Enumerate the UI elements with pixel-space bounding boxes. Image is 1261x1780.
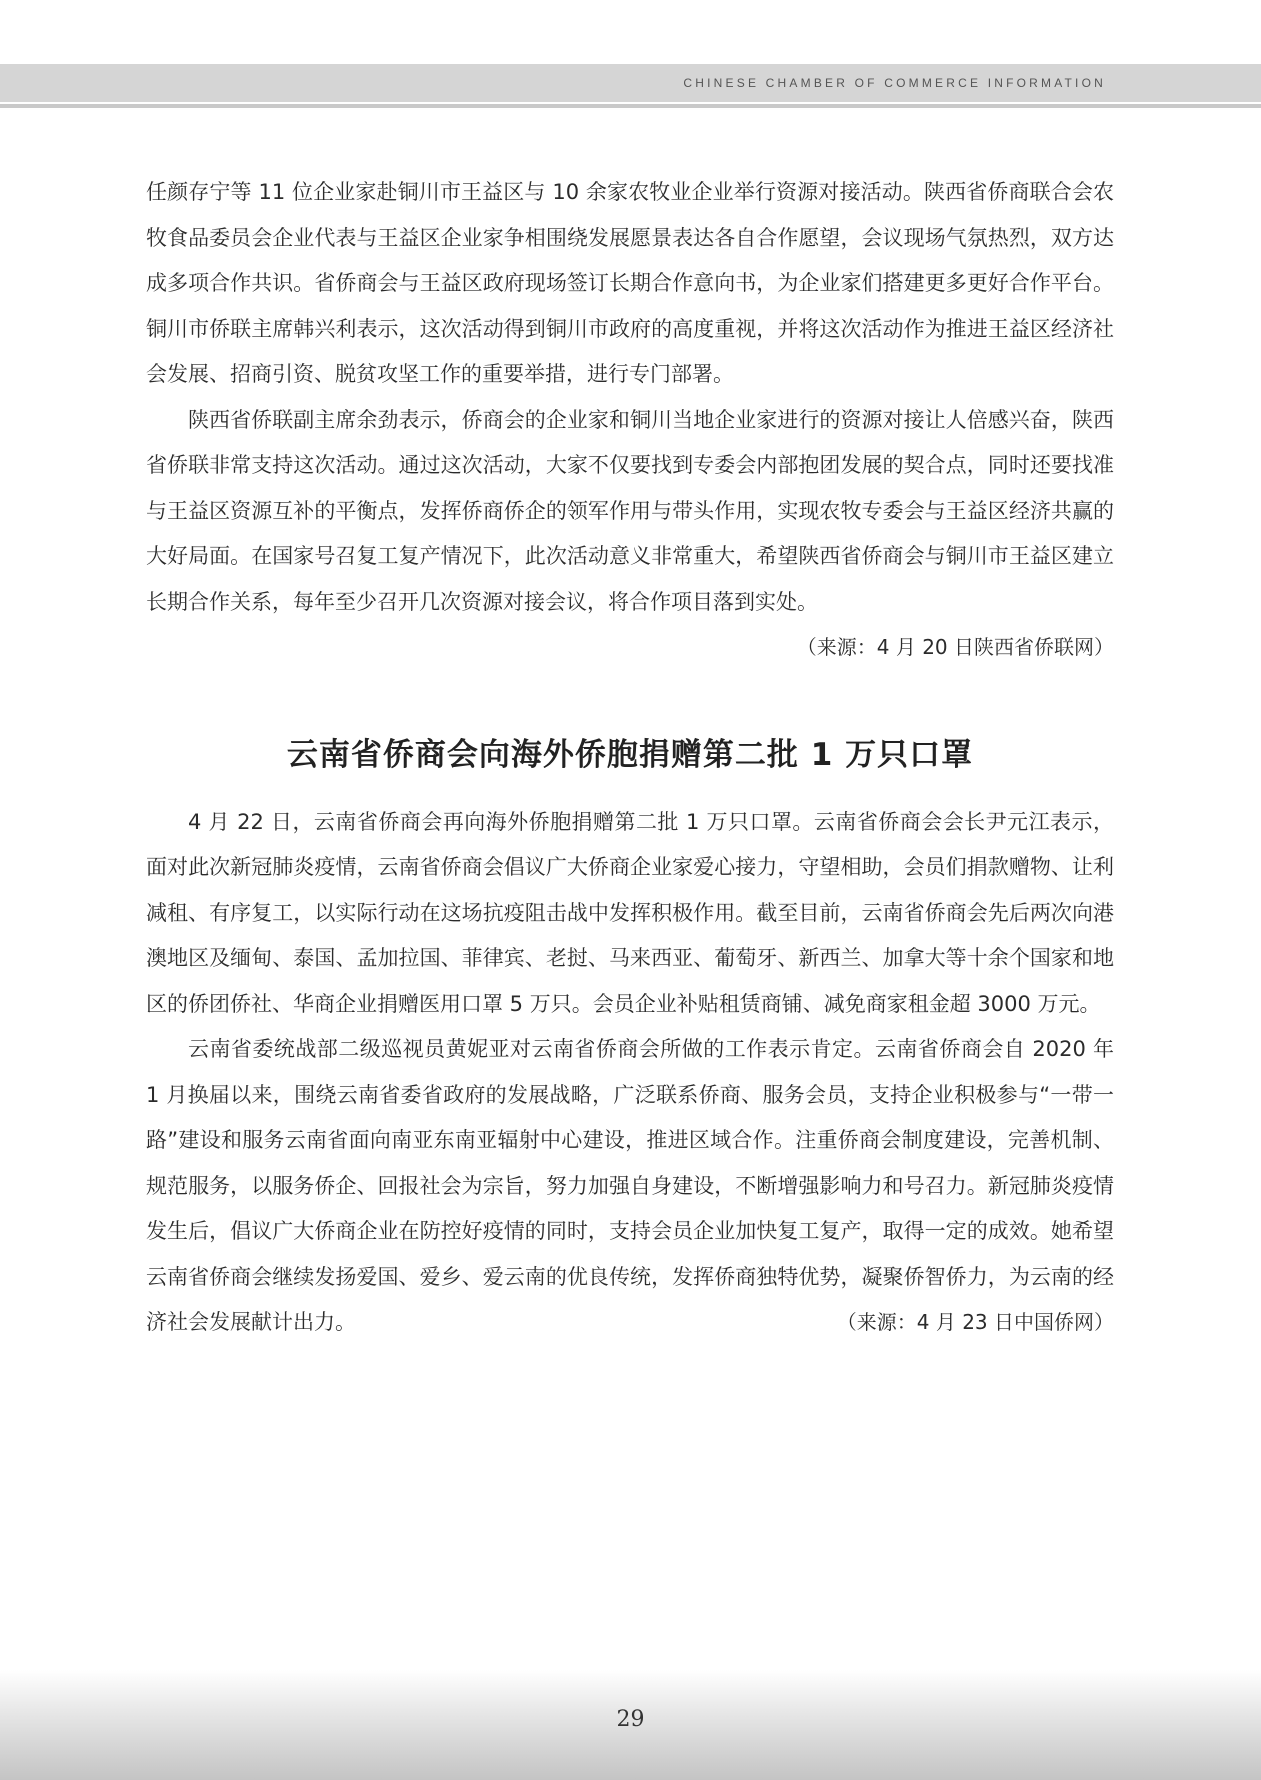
article1-paragraph-2 [146, 398, 1114, 671]
page-number: 29 [616, 1707, 645, 1732]
article2-paragraph-2 [146, 1027, 1114, 1346]
article2-paragraph-2-text: 云南省委统战部二级巡视员黄妮亚对云南省侨商会所做的工作表示肯定。云南省侨商会自 2020 年 1 月换届以来，围绕云南省委省政府的发展战略，广泛联系侨商、服务会员，支持企业积极参与“一带一路”建设和服务云南省面向南亚东南亚辐射中心建设，推进区域合作。注重侨商会制度建设，完善机制、规范服务，以服务侨企、回报社会为宗旨，努力加强自身建设，不断增强影响力和号召力。新冠肺炎疫情发生后，倡议广大侨商企业在防控好疫情的同时，支持会员企业加快复工复产，取得一定的成效。她希望云南省侨商会继续发扬爱国、爱乡、爱云南的优良传统，发挥侨商独特优势，凝聚侨智侨力，为云南的经济社会发展献计出力。 [146, 1037, 1114, 1334]
article2-title: 云南省侨商会向海外侨胞捐赠第二批 1 万只口罩 [286, 736, 974, 773]
header-rule [0, 104, 1261, 108]
page-content [146, 170, 1114, 1346]
article2-source: （来源：4 月 23 日中国侨网） [836, 1310, 1114, 1334]
article1-paragraph-1: 任颜存宁等 11 位企业家赴铜川市王益区与 10 余家农牧业企业举行资源对接活动。陕西省侨商联合会农牧食品委员会企业代表与王益区企业家争相围绕发展愿景表达各自合作愿望，会议现场气氛热烈，双方达成多项合作共识。省侨商会与王益区政府现场签订长期合作意向书，为企业家们搭建更多更好合作平台。铜川市侨联主席韩兴利表示，这次活动得到铜川市政府的高度重视，并将这次活动作为推进王益区经济社会发展、招商引资、脱贫攻坚工作的重要举措，进行专门部署。 [146, 180, 1114, 386]
article1-source: （来源：4 月 20 日陕西省侨联网） [796, 635, 1114, 659]
running-header-title: CHINESE CHAMBER OF COMMERCE INFORMATION [683, 76, 1106, 90]
article1-paragraph-2-text: 陕西省侨联副主席余劲表示，侨商会的企业家和铜川当地企业家进行的资源对接让人倍感兴奋，陕西省侨联非常支持这次活动。通过这次活动，大家不仅要找到专委会内部抱团发展的契合点，同时还要找准与王益区资源互补的平衡点，发挥侨商侨企的领军作用与带头作用，实现农牧专委会与王益区经济共赢的大好局面。在国家号召复工复产情况下，此次活动意义非常重大，希望陕西省侨商会与铜川市王益区建立长期合作关系，每年至少召开几次资源对接会议，将合作项目落到实处。 [146, 407, 1114, 614]
article2-paragraph-1: 4 月 22 日，云南省侨商会再向海外侨胞捐赠第二批 1 万只口罩。云南省侨商会会长尹元江表示，面对此次新冠肺炎疫情，云南省侨商会倡议广大侨商企业家爱心接力，守望相助，会员们捐款赠物、让利减租、有序复工，以实际行动在这场抗疫阻击战中发挥积极作用。截至目前，云南省侨商会先后两次向港澳地区及缅甸、泰国、孟加拉国、菲律宾、老挝、马来西亚、葡萄牙、新西兰、加拿大等十余个国家和地区的侨团侨社、华商企业捐赠医用口罩 5 万只。会员企业补贴租赁商铺、减免商家租金超 3000 万元。 [146, 809, 1114, 1016]
